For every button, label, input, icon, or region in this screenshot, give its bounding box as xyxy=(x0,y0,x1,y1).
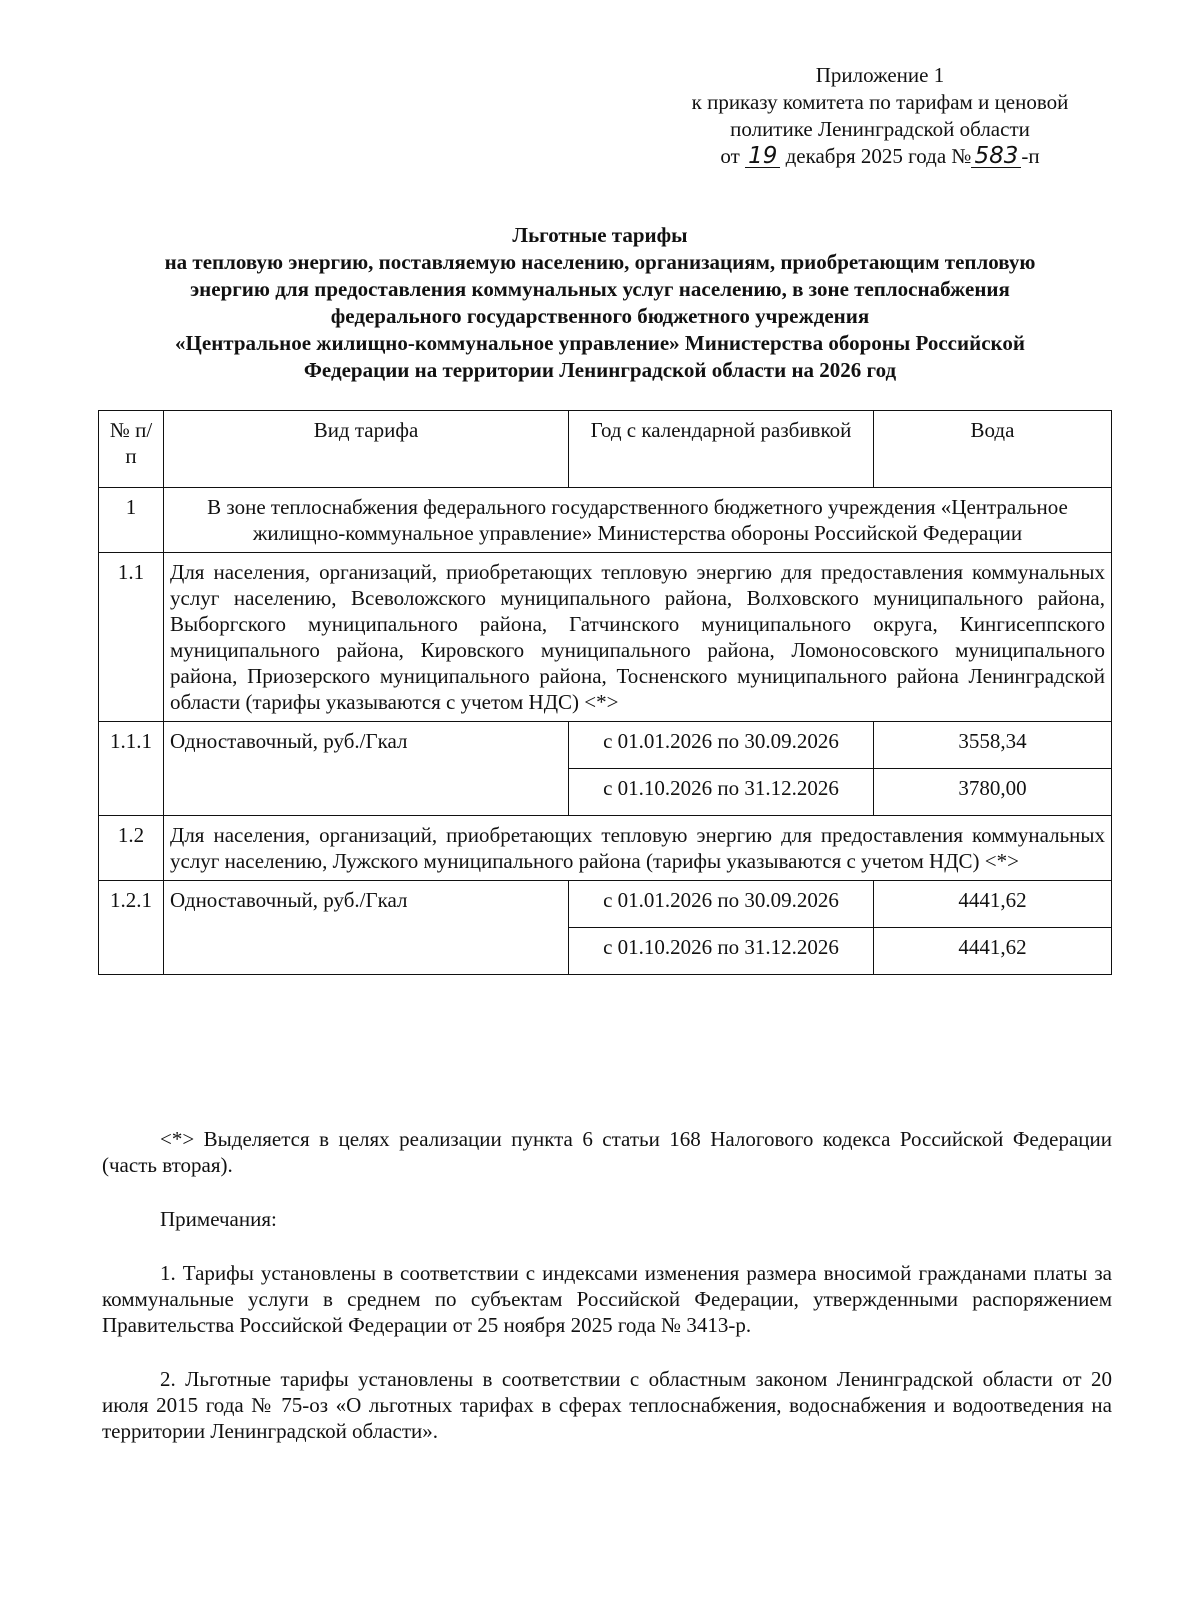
row-period: с 01.01.2026 по 30.09.2026 xyxy=(569,722,874,769)
appendix-line-1: Приложение 1 xyxy=(815,63,945,87)
header-num: № п/п xyxy=(99,411,164,488)
appendix-line-2: к приказу комитета по тарифам и ценовой xyxy=(691,90,1069,114)
date-middle: декабря 2025 года № xyxy=(785,144,972,168)
row-value: 4441,62 xyxy=(874,928,1112,975)
note-2: 2. Льготные тарифы установлены в соответствии с областным законом Ленинградской области от 20 июля 2015 года № 75-оз «О льготных тарифах в сферах теплоснабжения, водоснабжения и водоотведения на территории Ленинградской области». xyxy=(102,1367,1112,1443)
row-period: с 01.10.2026 по 31.12.2026 xyxy=(569,928,874,975)
header-water: Вода xyxy=(874,411,1112,488)
table-row xyxy=(99,553,1112,722)
title-line-2: на тепловую энергию, поставляемую населению, организациям, приобретающим тепловую xyxy=(164,250,1036,274)
footnote: <*> Выделяется в целях реализации пункта 6 статьи 168 Налогового кодекса Российской Федерации (часть вторая). xyxy=(102,1127,1112,1177)
row-text: Для населения, организаций, приобретающих тепловую энергию для предоставления коммунальных услуг населению, Лужского муниципального района (тарифы указываются с учетом НДС) <*> xyxy=(164,816,1112,881)
row-value: 4441,62 xyxy=(874,881,1112,928)
row-num: 1 xyxy=(99,488,164,553)
table-row xyxy=(99,722,1112,769)
notes-heading: Примечания: xyxy=(160,1207,277,1231)
row-num: 1.2.1 xyxy=(99,881,164,975)
number-suffix: -п xyxy=(1021,144,1040,168)
title-line-6: Федерации на территории Ленинградской области на 2026 год xyxy=(303,358,897,382)
header-year: Год с календарной разбивкой xyxy=(569,411,874,488)
table-row xyxy=(99,881,1112,928)
row-type: Одноставочный, руб./Гкал xyxy=(164,722,569,816)
notes-section xyxy=(102,1126,1112,1444)
header-type: Вид тарифа xyxy=(164,411,569,488)
title-line-3: энергию для предоставления коммунальных услуг населению, в зоне теплоснабжения xyxy=(190,277,1010,301)
row-text: Для населения, организаций, приобретающих тепловую энергию для предоставления коммунальных услуг населению, Всеволожского муниципального района, Волховского муниципального района, Выборгского муниципального района, Гатчинского муниципального округа, Кингисеппского муниципального района, Кировского муниципального района, Ломоносовского муниципального района, Приозерского муниципального района, Тосненского муниципального района Ленинградской области (тарифы указываются с учетом НДС) <*> xyxy=(164,553,1112,722)
row-num: 1.2 xyxy=(99,816,164,881)
date-prefix: от xyxy=(720,144,740,168)
row-text: В зоне теплоснабжения федерального государственного бюджетного учреждения «Центральное жилищно-коммунальное управление» Министерства обороны Российской Федерации xyxy=(164,488,1112,553)
appendix-header xyxy=(640,62,1120,170)
title-line-4: федерального государственного бюджетного учреждения xyxy=(330,304,870,328)
tariff-table xyxy=(98,410,1112,975)
table-row xyxy=(99,816,1112,881)
row-value: 3780,00 xyxy=(874,769,1112,816)
title-line-5: «Центральное жилищно-коммунальное управление» Министерства обороны Российской xyxy=(175,331,1025,355)
appendix-date-line xyxy=(640,143,1120,170)
row-value: 3558,34 xyxy=(874,722,1112,769)
handwritten-number: 583 xyxy=(971,145,1021,168)
row-type: Одноставочный, руб./Гкал xyxy=(164,881,569,975)
title-line-1: Льготные тарифы xyxy=(512,223,688,247)
row-period: с 01.01.2026 по 30.09.2026 xyxy=(569,881,874,928)
table-row xyxy=(99,488,1112,553)
handwritten-day: 19 xyxy=(745,145,780,168)
table-header-row xyxy=(99,411,1112,488)
note-1: 1. Тарифы установлены в соответствии с индексами изменения размера вносимой гражданами платы за коммунальные услуги в среднем по субъектам Российской Федерации, утвержденными распоряжением Правительства Российской Федерации от 25 ноября 2025 года № 3413-р. xyxy=(102,1261,1112,1337)
appendix-line-3: политике Ленинградской области xyxy=(730,117,1030,141)
row-num: 1.1 xyxy=(99,553,164,722)
document-title xyxy=(100,222,1100,384)
row-num: 1.1.1 xyxy=(99,722,164,816)
row-period: с 01.10.2026 по 31.12.2026 xyxy=(569,769,874,816)
